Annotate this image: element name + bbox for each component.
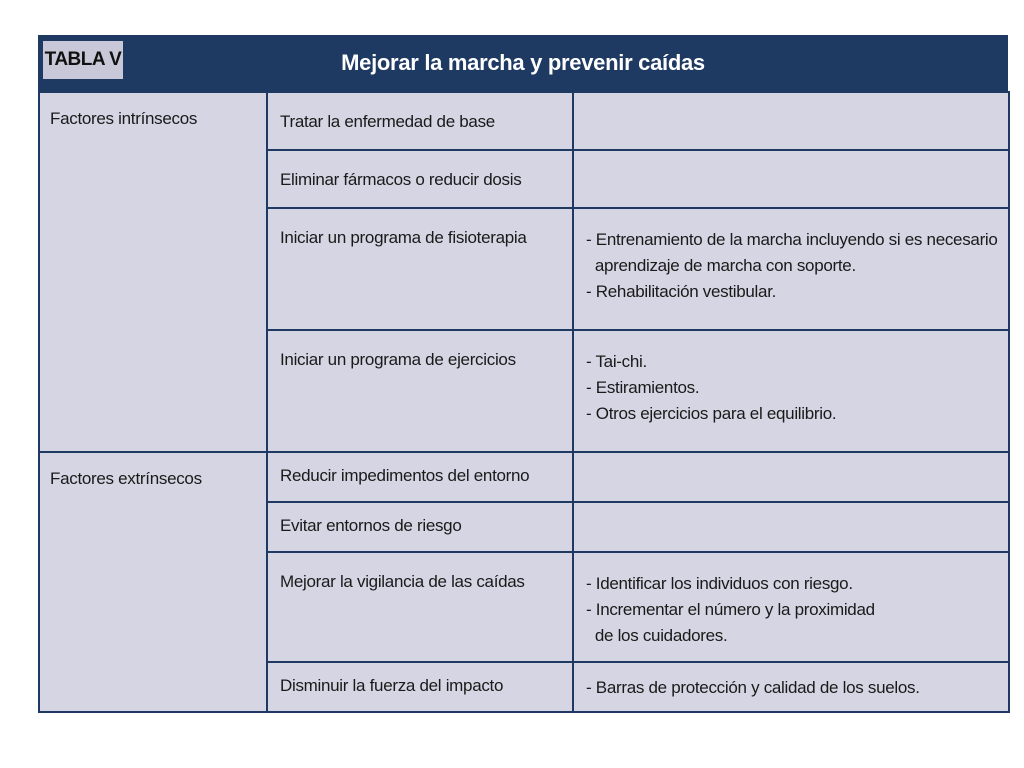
action-label: Tratar la enfermedad de base (280, 112, 495, 131)
table-title: Mejorar la marcha y prevenir caídas (341, 50, 705, 75)
detail-cell (573, 662, 1009, 712)
factor-cell-extrinsic (39, 452, 267, 712)
detail-cell (573, 92, 1009, 150)
action-cell (267, 552, 573, 662)
detail-line: - Barras de protección y calidad de los suelos. (586, 678, 920, 697)
action-label: Evitar entornos de riesgo (280, 516, 462, 535)
action-label: Eliminar fármacos o reducir dosis (280, 170, 522, 189)
detail-cell (573, 150, 1009, 208)
detail-line: - Incrementar el número y la proximidad (586, 600, 875, 619)
detail-cell (573, 552, 1009, 662)
action-cell (267, 502, 573, 552)
table-tag: TABLA V (43, 41, 123, 79)
detail-cell (573, 502, 1009, 552)
detail-line: - Rehabilitación vestibular. (586, 282, 777, 301)
table-row (39, 452, 1009, 502)
detail-line: - Tai-chi. (586, 352, 647, 371)
detail-line: aprendizaje de marcha con soporte. (586, 256, 856, 275)
detail-cell (573, 452, 1009, 502)
fall-prevention-table (38, 91, 1010, 713)
action-cell (267, 662, 573, 712)
action-label: Mejorar la vigilancia de las caídas (280, 572, 525, 591)
action-cell (267, 208, 573, 330)
action-label: Reducir impedimentos del entorno (280, 466, 530, 485)
action-cell (267, 452, 573, 502)
factor-label: Factores extrínsecos (50, 469, 202, 488)
detail-line: de los cuidadores. (586, 626, 728, 645)
detail-cell (573, 330, 1009, 452)
factor-cell-intrinsic (39, 92, 267, 452)
action-label: Iniciar un programa de fisioterapia (280, 228, 527, 247)
detail-line: - Otros ejercicios para el equilibrio. (586, 404, 837, 423)
action-cell (267, 92, 573, 150)
action-cell (267, 330, 573, 452)
detail-line: - Estiramientos. (586, 378, 700, 397)
action-label: Iniciar un programa de ejercicios (280, 350, 516, 369)
detail-cell (573, 208, 1009, 330)
table-header (38, 35, 1008, 91)
factor-label: Factores intrínsecos (50, 109, 198, 128)
table-container (38, 35, 1008, 713)
action-label: Disminuir la fuerza del impacto (280, 676, 504, 695)
action-cell (267, 150, 573, 208)
table-row (39, 92, 1009, 150)
detail-line: - Entrenamiento de la marcha incluyendo si es necesario (586, 230, 998, 249)
detail-line: - Identificar los individuos con riesgo. (586, 574, 853, 593)
